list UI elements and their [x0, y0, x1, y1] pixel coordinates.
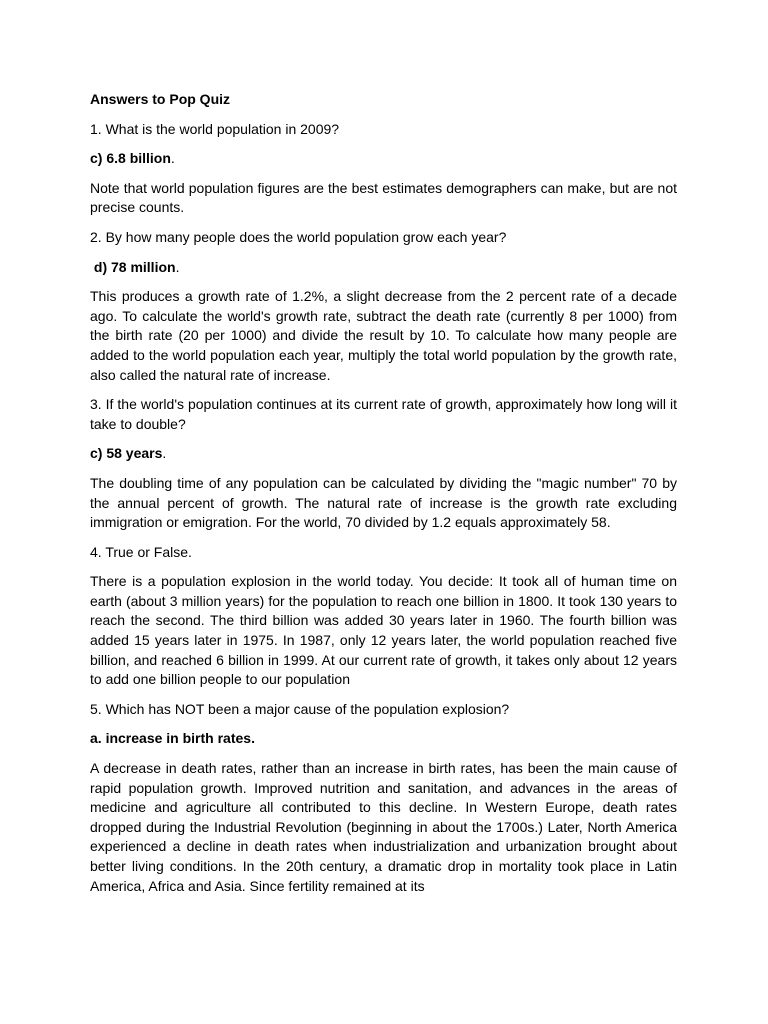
question-2: 2. By how many people does the world population grow each year? [90, 228, 507, 245]
explanation-1: Note that world population figures are the best estimates demographers can make, but are not precise counts. [90, 179, 677, 216]
explanation-5: A decrease in death rates, rather than an increase in birth rates, has been the main cause of rapid population growth. Improved nutrition and sanitation, and advances in the areas of medicine and agriculture all contributed to this decline. In Western Europe, death rates dropped during the Industrial Revolution (beginning in about the 1700s.) Later, North America experienced a decline in death rates when industrialization and urbanization brought about better living conditions. In the 20th century, a dramatic drop in mortality took place in Latin America, Africa and Asia. Since fertility remained at its [90, 760, 677, 894]
answer-1-tail: . [170, 150, 175, 167]
explanation-3: The doubling time of any population can be calculated by dividing the "magic number" 70 by the annual percent of growth. The natural rate of increase is the growth rate excluding immigration or emigration. For the world, 70 divided by 1.2 equals approximately 58. [90, 474, 677, 531]
answer-3-tail: . [162, 445, 167, 462]
answer-5-choice: a. increase in birth rates. [90, 730, 255, 747]
answer-2-choice: d) 78 million [90, 258, 176, 275]
explanation-2: This produces a growth rate of 1.2%, a slight decrease from the 2 percent rate of a decade ago. To calculate the world's growth rate, subtract the death rate (currently 8 per 1000) from the birth rate (20 per 1000) and divide the result by 10. To calculate how many people are added to the world population each year, multiply the total world population by the growth rate, also called the natural rate of increase. [90, 288, 677, 383]
question-3: 3. If the world's population continues at its current rate of growth, approximately how long will it take to double? [90, 396, 677, 432]
answer-2 [90, 258, 677, 278]
answer-3-choice: c) 58 years [90, 445, 163, 462]
question-4: 4. True or False. [90, 543, 192, 560]
document-title: Answers to Pop Quiz [90, 91, 231, 107]
answer-3 [90, 444, 677, 464]
question-1: 1. What is the world population in 2009? [90, 120, 340, 137]
document-page [90, 90, 677, 906]
question-5: 5. Which has NOT been a major cause of the population explosion? [90, 700, 510, 717]
answer-1 [90, 149, 677, 169]
answer-1-choice: c) 6.8 billion [90, 150, 171, 167]
answer-2-tail: . [175, 258, 180, 275]
answer-5 [90, 729, 677, 749]
explanation-4: There is a population explosion in the world today. You decide: It took all of human time on earth (about 3 million years) for the population to reach one billion in 1800. It took 130 years to reach the second. The third billion was added 30 years later in 1960. The fourth billion was added 15 years later in 1975. In 1987, only 12 years later, the world population reached five billion, and reached 6 billion in 1999. At our current rate of growth, it takes only about 12 years to add one billion people to our population [90, 573, 677, 688]
